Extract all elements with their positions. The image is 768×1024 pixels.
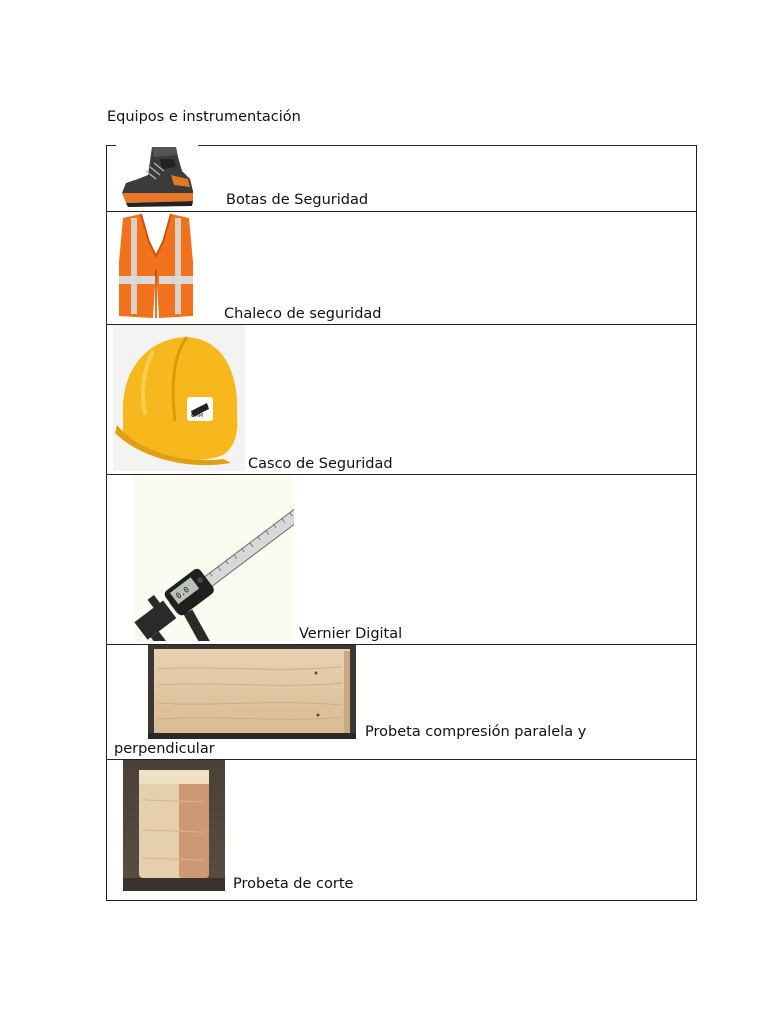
table-row-caliper — [107, 475, 696, 645]
item-label-shear-specimen: Probeta de corte — [233, 876, 354, 892]
safety-vest-image — [115, 212, 197, 322]
wood-shear-specimen-image — [123, 760, 225, 891]
table-row-shear-specimen — [107, 760, 696, 900]
table-row-boots — [107, 146, 696, 212]
item-label-vest: Chaleco de seguridad — [224, 306, 382, 322]
digital-caliper-image — [134, 475, 294, 641]
item-label-helmet: Casco de Seguridad — [248, 456, 393, 472]
table-row-vest — [107, 212, 696, 325]
page-heading: Equipos e instrumentación — [107, 109, 301, 125]
item-label-compression-specimen-cont: perpendicular — [114, 741, 215, 757]
item-label-compression-specimen: Probeta compresión paralela y — [365, 724, 587, 740]
svg-text:0.0: 0.0 — [174, 584, 192, 601]
wood-compression-specimen-image — [148, 645, 356, 739]
item-label-boots: Botas de Seguridad — [226, 192, 369, 208]
safety-boot-image — [116, 145, 198, 209]
item-label-caliper: Vernier Digital — [299, 626, 403, 642]
svg-text:CMM: CMM — [191, 413, 204, 419]
equipment-table — [106, 145, 697, 901]
safety-helmet-image — [113, 325, 245, 471]
table-row-helmet — [107, 325, 696, 475]
table-row-compression-specimen — [107, 645, 696, 760]
